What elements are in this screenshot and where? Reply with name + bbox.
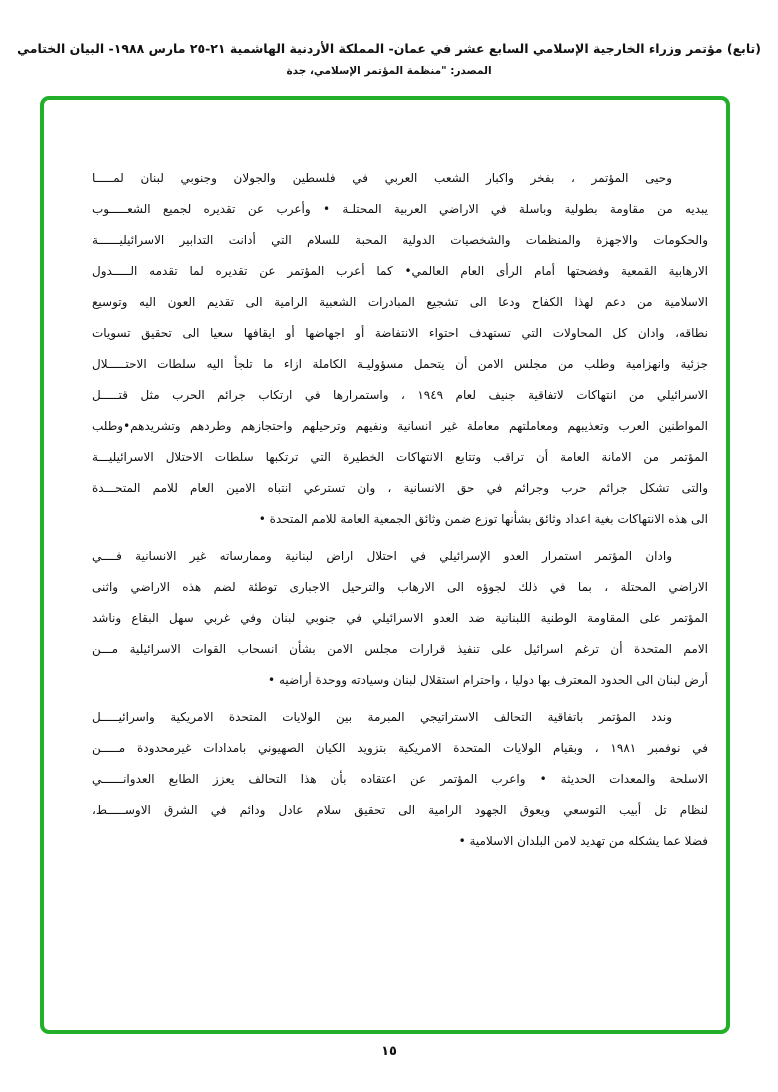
text-line: يبديه من مقاومة بطولية وباسلة في الاراضي العربية المحتلـة • وأعرب عن تقديره لجميع الشعـــــوب — [92, 202, 708, 216]
text-line: وادان المؤتمر استمرار العدو الإسرائيلي في احتلال اراض لبنانية وممارساته غير الانسانية فــــي — [92, 549, 672, 563]
document-body — [92, 166, 708, 860]
text-line: وحيى المؤتمر ، بفخر واكبار الشعب العربي في فلسطين والجولان وجنوبي لبنان لمـــــا — [92, 171, 672, 185]
document-source: المصدر: "منظمة المؤتمر الإسلامي، جدة — [286, 65, 492, 77]
text-line: نطاقه، وادان كل المحاولات التي تستهدف احتواء الانتفاضة أو اجهاضها أو ايقافها سعيا الى تحقيق تسويات — [92, 326, 708, 340]
text-line: الاسلحة والمعدات الحديثة • واعرب المؤتمر عن اعتقاده بأن هذا التحالف يعزز الطابع العدوانــــــي — [92, 772, 708, 786]
text-line: الى هذه الانتهاكات بغية اعداد وثائق بشأنها توزع ضمن وثائق الجمعية العامة للامم المتحدة • — [258, 512, 708, 526]
text-line: الاسرائيلي من انتهاكات لاتفاقية جنيف لعام ١٩٤٩ ، واستمرارها في ارتكاب جرائم الحرب مثل قتـــــل — [92, 388, 708, 402]
text-line: والحكومات والاجهزة والمنظمات والشخصيات الدولية المحبة للسلام التي أدانت التدابير الاسرائيليــــــة — [92, 233, 708, 247]
text-line: الارهابية القمعية وفضحتها أمام الرأى العام العالمي• كما أعرب المؤتمر عن تقديره لما تقدمه الـــــدول — [92, 264, 708, 278]
text-line: وندد المؤتمر باتفاقية التحالف الاستراتيجي المبرمة بين الولايات المتحدة الامريكية واسرائيـــــل — [92, 710, 672, 724]
text-line: الاسلامية من دعم لهذا الكفاح ودعا الى تشجيع المبادرات الشعبية الرامية الى تقديم العون اليه وتوسيع — [92, 295, 708, 309]
text-line: الاراضي المحتلة ، بما في ذلك لجوؤه الى الارهاب والترحيل الاجبارى توطئة لضم هذه الاراضي واثنى — [92, 580, 708, 594]
paragraph — [92, 166, 708, 538]
text-line: لنظام تل أبيب التوسعي ويعوق الجهود الرامية الى تحقيق سلام عادل ودائم في الشرق الاوســـــط، — [92, 803, 708, 817]
text-line: في نوفمبر ١٩٨١ ، وبقيام الولايات المتحدة الامريكية بتزويد الكيان الصهيوني بامدادات غيرمحدودة مـــــن — [92, 741, 708, 755]
text-line: والتى تشكل جرائم حرب وجرائم في حق الانسانية ، وان تسترعي انتباه الامين العام للامم المتحـــدة — [92, 481, 708, 495]
text-line: أرض لبنان الى الحدود المعترف بها دوليا ، واحترام استقلال لبنان وسيادته ووحدة أراضيه • — [268, 673, 708, 687]
text-line: جزئية وانهزامية وطلب من مجلس الامن أن يتحمل مسؤوليـة الكاملة ازاء ما تلجأ اليه سلطات الاحتـــــلال — [92, 357, 708, 371]
page-number: ١٥ — [381, 1044, 397, 1059]
text-line: المواطنين العرب وتعذيبهم ومعاملتهم معاملة غير انسانية ونفيهم وترحيلهم واحتجازهم وطردهم وتشريدهم•وطلب — [92, 419, 708, 433]
page-frame — [40, 96, 730, 1034]
paragraph — [92, 705, 708, 860]
text-line: المؤتمر على المقاومة الوطنية اللبنانية ضد العدو الاسرائيلي في جنوبي لبنان وفي غربي سهل البقاع وناشد — [92, 611, 708, 625]
paragraph — [92, 544, 708, 699]
text-line: المؤتمر من الامانة العامة أن تراقب وتتابع الانتهاكات الخطيرة التي ترتكبها سلطات الاحتلال الاسرائيليـــة — [92, 450, 708, 464]
text-line: فضلا عما يشكله من تهديد لامن البلدان الاسلامية • — [458, 834, 708, 848]
document-title: (تابع) مؤتمر وزراء الخارجية الإسلامي السابع عشر في عمان- المملكة الأردنية الهاشمية ٢١-٢٥ مارس ١٩٨٨- البيان الختامي — [17, 41, 761, 56]
text-line: الامم المتحدة أن ترغم اسرائيل على تنفيذ قرارات مجلس الامن بشأن انسحاب القوات الاسرائيلية مـــن — [92, 642, 708, 656]
